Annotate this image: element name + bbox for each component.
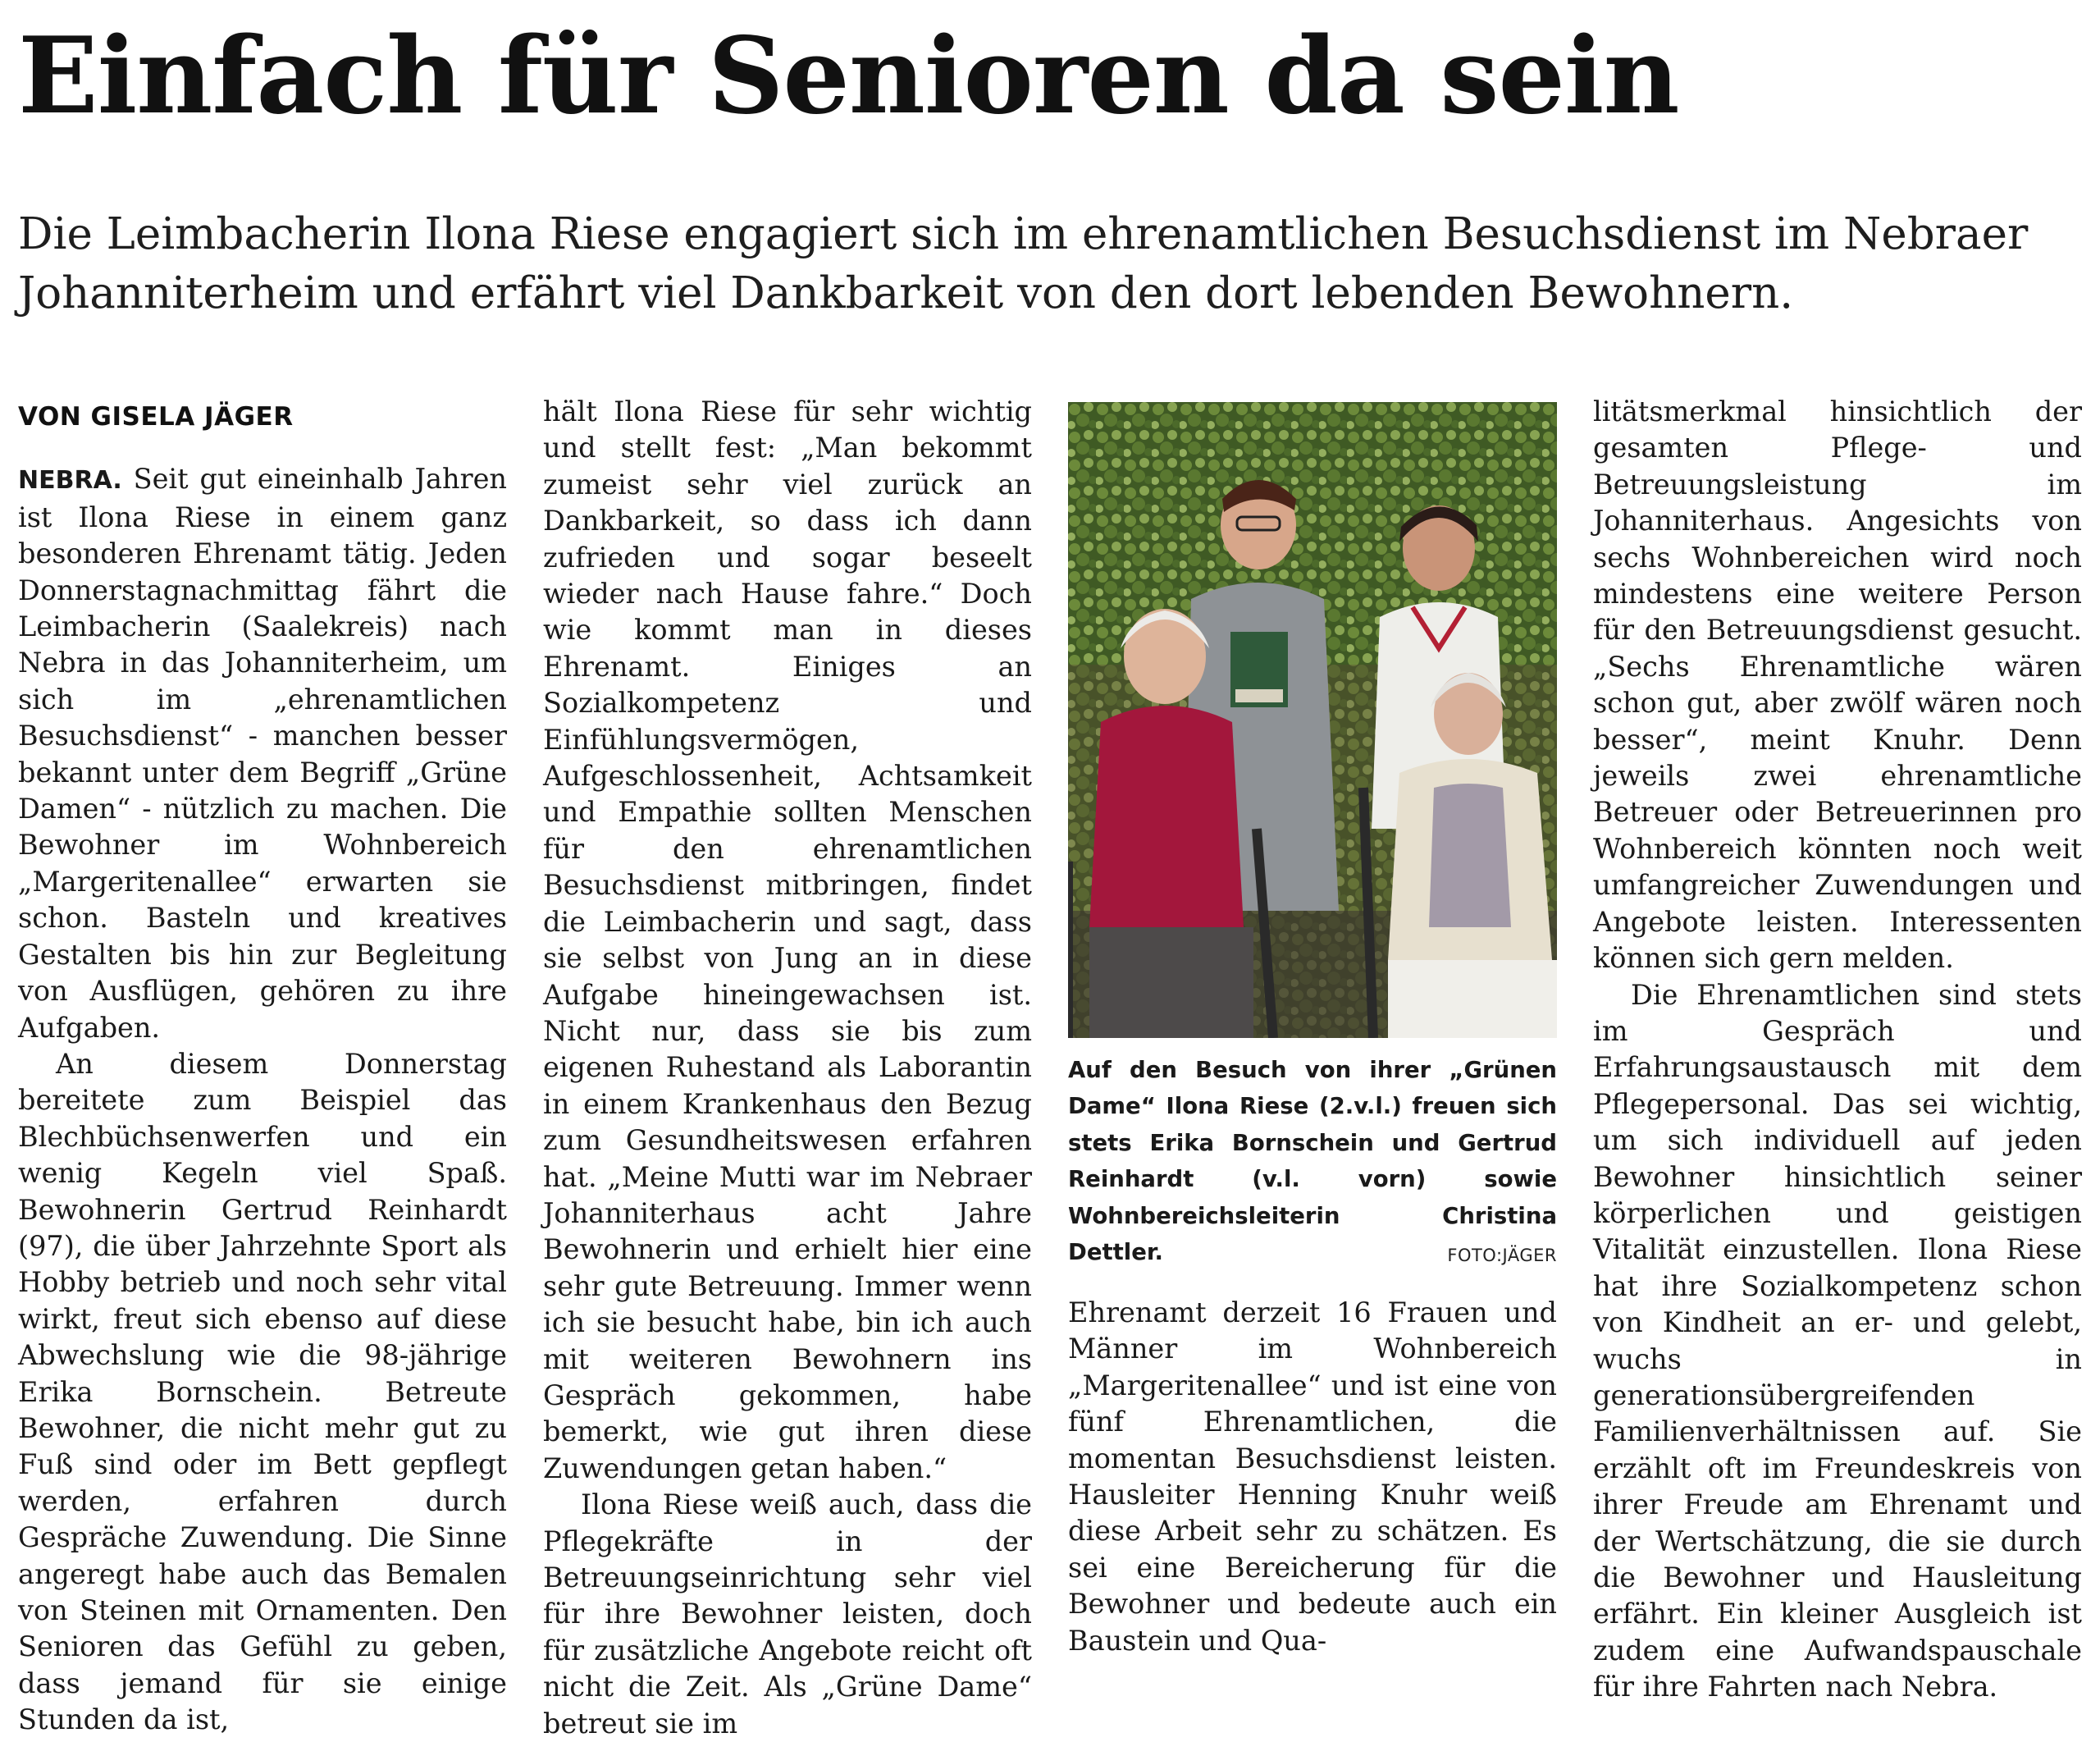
paragraph [18, 461, 507, 1046]
article-column-2 [543, 394, 1032, 1742]
article-column-4 [1593, 394, 2082, 1706]
photo-caption [1068, 1052, 1557, 1273]
byline: VON GISELA JÄGER [18, 402, 294, 432]
caption-text: Auf den Besuch von ihrer „Grünen Dame“ Ilona Riese (2.v.l.) freuen sich stets Erika Bornschein und Gertrud Reinhardt (v.l. vorn) sowie Wohnbereichsleiterin Christina Dettler. [1068, 1057, 1557, 1266]
paragraph: An diesem Donnerstag bereitete zum Beispiel das Blechbüchsenwerfen und ein wenig Kegeln viel Spaß. Bewohnerin Gertrud Reinhardt (97), die über Jahrzehnte Sport als Hobby betrieb und noch sehr vital wirkt, freut sich ebenso auf diese Abwechslung wie die 98-jährige Erika Bornschein. Betreute Bewohner, die nicht mehr gut zu Fuß sind oder im Bett gepflegt werden, erfahren durch Gespräche Zuwendung. Die Sinne angeregt habe auch das Bemalen von Steinen mit Ornamenten. Den Senioren das Gefühl zu geben, dass jemand für sie einige Stunden da ist, [18, 1047, 507, 1736]
article-column-3 [1068, 1295, 1557, 1659]
headline: Einfach für Senioren da sein [18, 15, 1679, 138]
paragraph: Die Ehrenamtlichen sind stets im Gespräch und Erfahrungsaustausch mit dem Pflegepersonal. Das sei wichtig, um sich individuell auf jeden Bewohner hinsichtlich seiner körperlichen und geistigen Vitalität einzustellen. Ilona Riese hat ihre Sozialkompetenz schon von Kindheit an er- und gelebt, wuchs in generationsübergreifenden Familienverhältnissen auf. Sie erzählt oft im Freundeskreis von ihrer Freude am Ehrenamt und der Wertschätzung, die sie durch die Bewohner und Hausleitung erfährt. Ein kleiner Ausgleich ist zudem eine Aufwandspauschale für ihre Fahrten nach Nebra. [1593, 978, 2082, 1703]
subheadline: Die Leimbacherin Ilona Riese engagiert sich im ehrenamtlichen Besuchsdienst im Nebraer Johanniterheim und erfährt viel Dankbarkeit von den dort lebenden Bewohnern. [18, 209, 2029, 318]
paragraph: Ehrenamt derzeit 16 Frauen und Männer im Wohnbereich „Margeritenallee“ und ist eine von fünf Ehrenamtlichen, die momentan Besuchsdienst leisten. Hausleiter Henning Knuhr weiß diese Arbeit sehr zu schätzen. Es sei eine Bereicherung für die Bewohner und bedeute auch ein Baustein und Qua- [1068, 1296, 1557, 1657]
person-torso [1089, 706, 1244, 927]
paragraph: litätsmerkmal hinsichtlich der gesamten Pflege- und Betreuungsleistung im Johanniterhaus. Angesichts von sechs Wohnbereichen wird noch mindestens eine weitere Person für den Betreuungsdienst gesucht. „Sechs Ehrenamtliche wären schon gut, aber zwölf wären noch besser“, meint Knuhr. Denn jeweils zwei ehrenamtliche Betreuer oder Betreuerinnen pro Wohnbereich könnten noch weit umfangreicher Zuwendungen und Angebote leisten. Interessenten können sich gern melden. [1593, 395, 2082, 975]
article-photo [1068, 402, 1557, 1038]
paragraph-text: Seit gut eineinhalb Jahren ist Ilona Riese in einem ganz besonderen Ehrenamt tätig. Jeden Donnerstagnachmittag fährt die Leimbacherin (Saalekreis) nach Nebra in das Johanniterheim, um sich im „ehrenamtlichen Besuchsdienst“ - manchen besser bekannt unter dem Begriff „Grüne Damen“ - nützlich zu machen. Die Bewohner im Wohnbereich „Margeritenallee“ erwarten sie schon. Basteln und kreatives Gestalten bis hin zur Begleitung von Ausflügen, gehören zu ihre Aufgaben. [18, 463, 507, 1044]
photo-credit: FOTO:JÄGER [1447, 1246, 1557, 1266]
dateline: NEBRA. [18, 466, 122, 496]
paragraph: Ilona Riese weiß auch, dass die Pflegekräfte in der Betreuungseinrichtung sehr viel für ihre Bewohner leisten, doch für zusätzliche Angebote reicht oft nicht die Zeit. Als „Grüne Dame“ betreut sie im [543, 1488, 1032, 1740]
paragraph: hält Ilona Riese für sehr wichtig und stellt fest: „Man bekommt zumeist sehr viel zurück an Dankbarkeit, so dass ich dann zufrieden und sogar beseelt wieder nach Hause fahre.“ Doch wie kommt man in dieses Ehrenamt. Einiges an Sozialkompetenz und Einfühlungsvermögen, Aufgeschlossenheit, Achtsamkeit und Empathie sollten Menschen für den ehrenamtlichen Besuchsdienst mitbringen, findet die Leimbacherin und sagt, dass sie selbst von Jung an in diese Aufgabe hineingewachsen ist. Nicht nur, dass sie bis zum eigenen Ruhestand als Laborantin in einem Krankenhaus den Bezug zum Gesundheitswesen erfahren hat. „Meine Mutti war im Nebraer Johanniterhaus acht Jahre Bewohnerin und erhielt hier eine sehr gute Betreuung. Immer wenn ich sie besucht habe, bin ich auch mit weiteren Bewohnern ins Gespräch gekommen, habe bemerkt, wie gut ihren diese Zuwendungen getan haben.“ [543, 395, 1032, 1484]
article-column-1 [18, 394, 507, 1739]
person-head [1124, 609, 1206, 704]
